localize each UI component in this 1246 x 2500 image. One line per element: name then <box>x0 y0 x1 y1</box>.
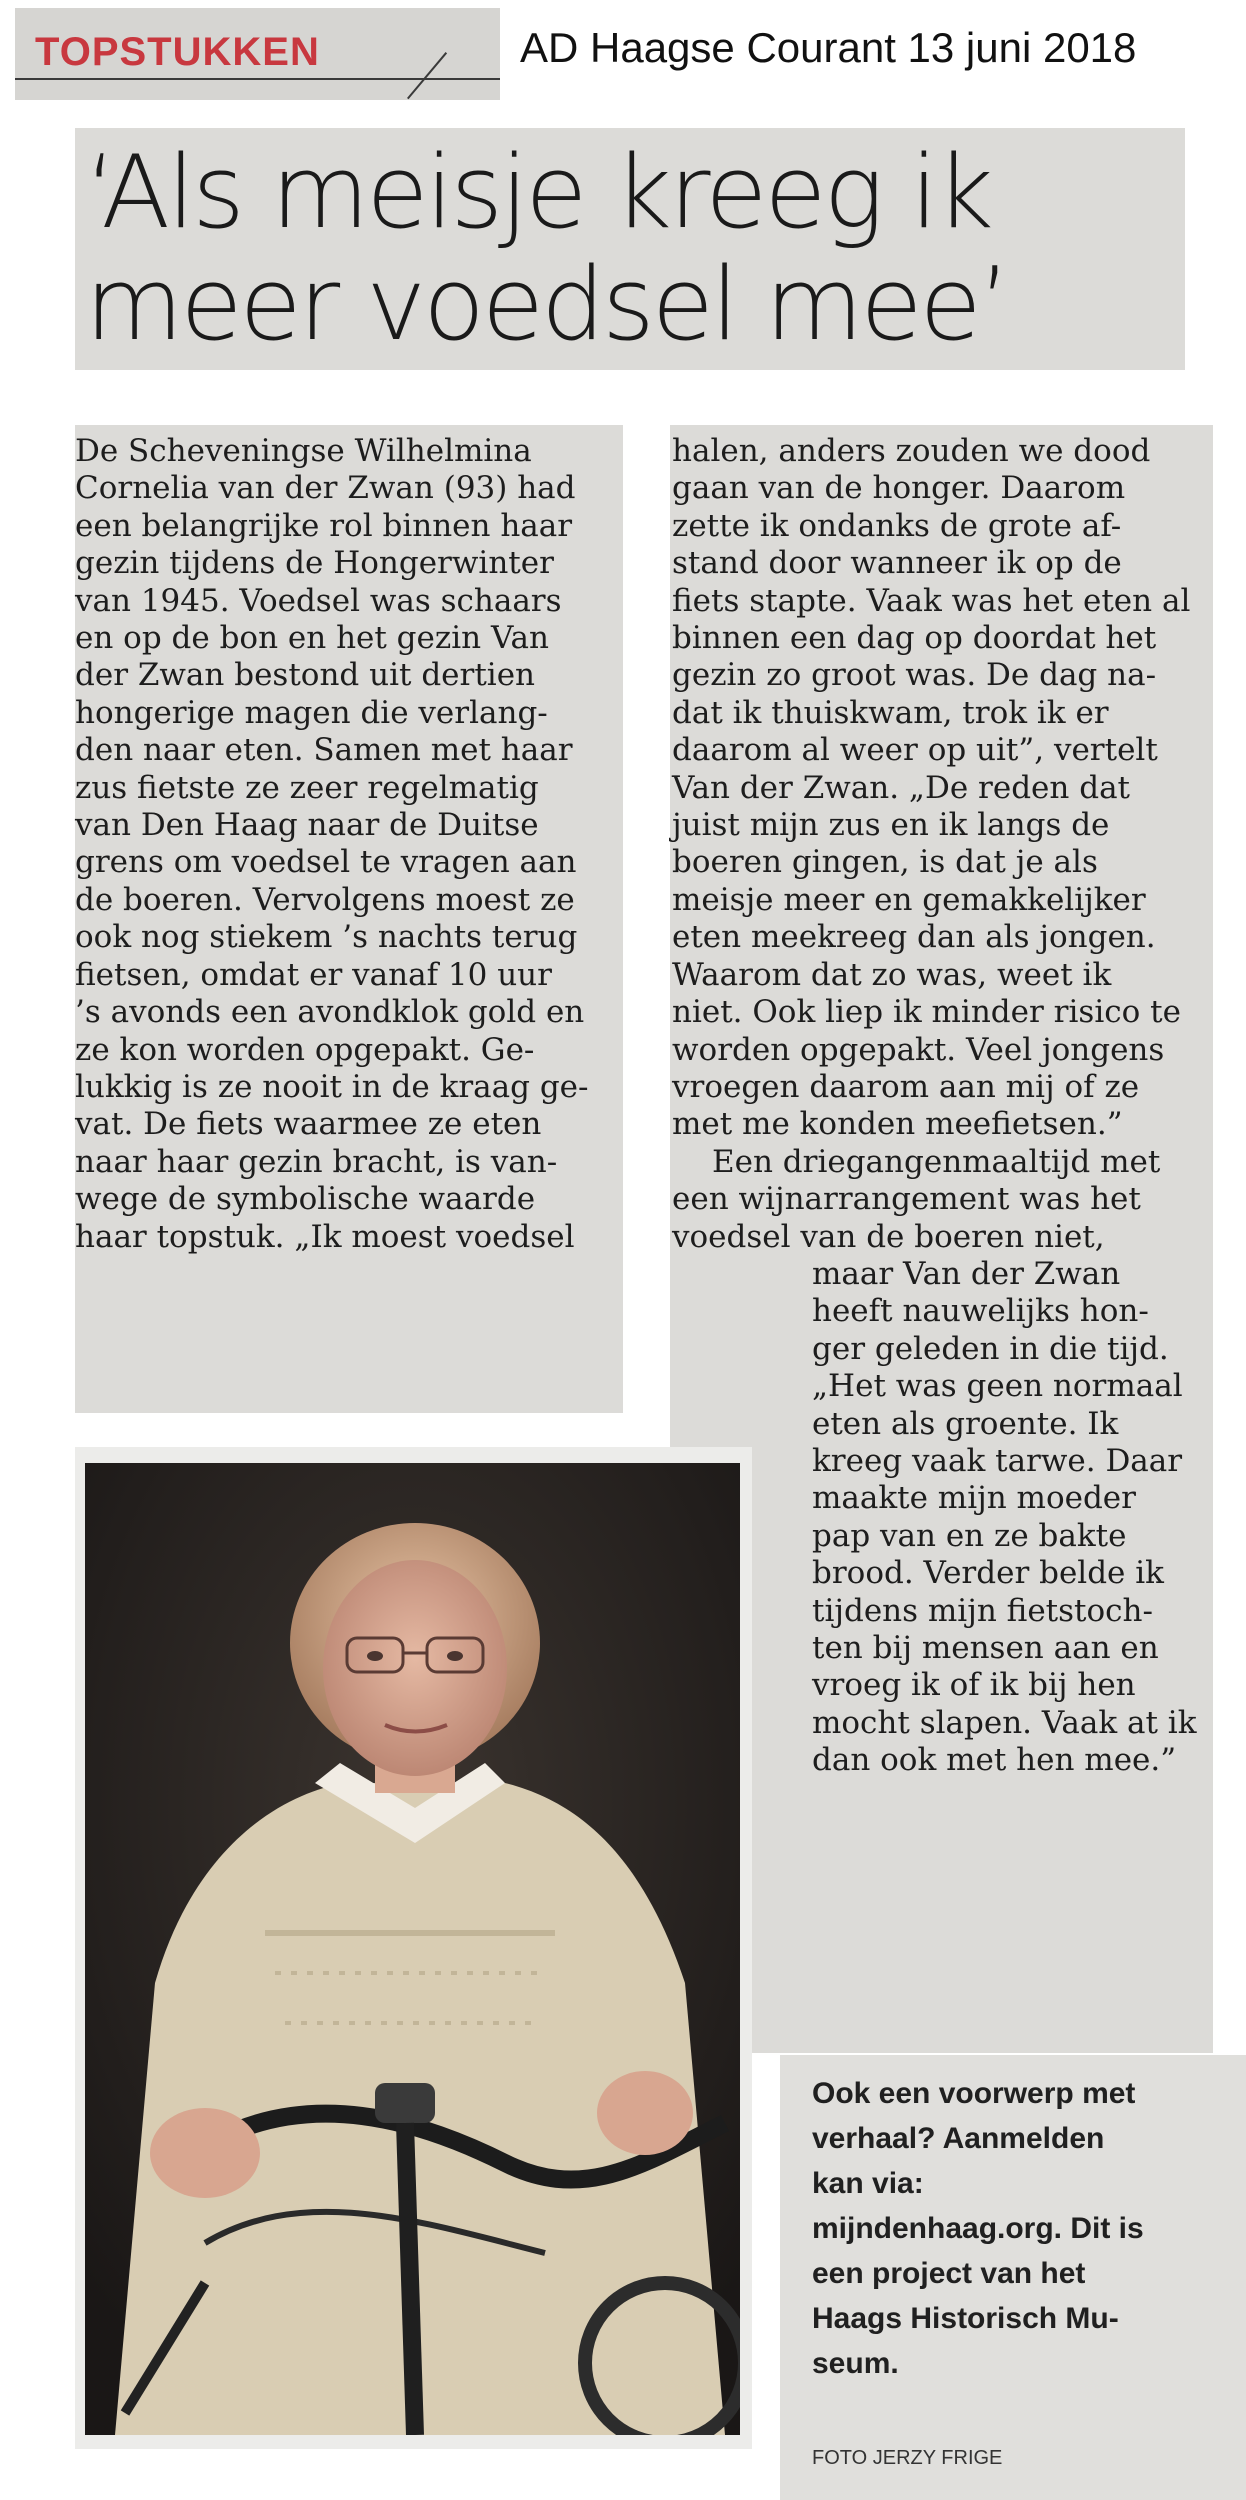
text-line: haar topstuk. „Ik moest voedsel <box>75 1218 575 1255</box>
text-line: niet. Ook liep ik minder risico te <box>672 994 1181 1031</box>
section-kicker <box>15 8 500 100</box>
text-line: Een driegangenmaaltijd met <box>712 1143 1161 1180</box>
text-line: ger geleden in die tijd. <box>812 1330 1169 1367</box>
text-line: juist mijn zus en ik langs de <box>672 807 1110 844</box>
text-line: van Den Haag naar de Duitse <box>75 807 539 844</box>
text-line: vat. De fiets waarmee ze eten <box>75 1106 542 1143</box>
text-line: vroegen daarom aan mij of ze <box>672 1068 1140 1105</box>
headline-block <box>75 128 1185 370</box>
text-line: gezin zo groot was. De dag na- <box>672 657 1157 694</box>
callout-text <box>780 2055 1246 2386</box>
text-line: stand door wanneer ik op de <box>672 545 1122 582</box>
callout-line: seum. <box>812 2347 899 2380</box>
text-line: voedsel van de boeren niet, <box>672 1218 1105 1255</box>
text-line: kreeg vaak tarwe. Daar <box>812 1442 1183 1479</box>
text-line: maakte mijn moeder <box>812 1480 1136 1517</box>
text-line: boeren gingen, is dat je als <box>672 844 1098 881</box>
portrait-photo <box>85 1463 740 2435</box>
text-line: ze kon worden opgepakt. Ge- <box>75 1031 535 1068</box>
text-line: maar Van der Zwan <box>812 1255 1121 1292</box>
text-line: meisje meer en gemakkelijker <box>672 881 1146 918</box>
text-line: grens om voedsel te vragen aan <box>75 844 577 881</box>
text-line: dat ik thuiskwam, trok ik er <box>672 694 1109 731</box>
kicker-label: TOPSTUKKEN <box>35 30 320 74</box>
text-line: een wijnarrangement was het <box>672 1181 1141 1218</box>
text-line: ten bij mensen aan en <box>812 1630 1159 1666</box>
text-line: worden opgepakt. Veel jongens <box>672 1031 1165 1068</box>
text-line: zus fietste ze zeer regelmatig <box>75 769 539 806</box>
text-line: vroeg ik of ik bij hen <box>812 1667 1136 1704</box>
text-line: heeft nauwelijks hon- <box>812 1293 1149 1330</box>
text-line: gaan van de honger. Daarom <box>672 470 1126 507</box>
text-line: brood. Verder belde ik <box>812 1555 1164 1592</box>
text-line: halen, anders zouden we dood <box>672 433 1151 469</box>
text-line: ook nog stiekem ’s nachts terug <box>75 919 578 956</box>
callout-box <box>780 2055 1246 2500</box>
text-line: gezin tijdens de Hongerwinter <box>75 545 554 582</box>
text-line: hongerige magen die verlang- <box>75 694 548 731</box>
callout-line: een project van het <box>812 2257 1086 2290</box>
callout-line: mijndenhaag.org. Dit is <box>812 2212 1144 2245</box>
text-line: ’s avonds een avondklok gold en <box>75 994 585 1031</box>
source-line: AD Haagse Courant 13 juni 2018 <box>520 24 1137 71</box>
text-line: van 1945. Voedsel was schaars <box>75 582 562 619</box>
text-line: fietsen, omdat er vanaf 10 uur <box>75 956 552 993</box>
callout-line: Ook een voorwerp met <box>812 2077 1136 2110</box>
text-line: naar haar gezin bracht, is van- <box>75 1143 558 1180</box>
text-line: daarom al weer op uit”, vertelt <box>672 732 1158 769</box>
text-line: eten meekreeg dan als jongen. <box>672 919 1156 956</box>
text-line: lukkig is ze nooit in de kraag ge- <box>75 1068 589 1105</box>
callout-line: verhaal? Aanmelden <box>812 2122 1105 2155</box>
portrait-illustration <box>85 1463 740 2435</box>
callout-line: kan via: <box>812 2167 924 2200</box>
text-line: pap van en ze bakte <box>812 1517 1127 1554</box>
photo-frame <box>75 1447 752 2449</box>
text-line: Cornelia van der Zwan (93) had <box>75 470 576 507</box>
text-line: een belangrijke rol binnen haar <box>75 507 573 544</box>
text-line: tijdens mijn fietstoch- <box>812 1592 1153 1629</box>
text-line: de boeren. Vervolgens moest ze <box>75 881 575 918</box>
kicker-rule <box>15 78 500 80</box>
article-column-1 <box>75 425 623 1413</box>
text-line: mocht slapen. Vaak at ik <box>812 1704 1197 1741</box>
text-line: Waarom dat zo was, weet ik <box>672 956 1112 993</box>
headline-line: ‘Als meisje kreeg ik <box>85 133 991 251</box>
text-line: fiets stapte. Vaak was het eten al <box>672 582 1191 619</box>
text-line: Van der Zwan. „De reden dat <box>672 769 1131 806</box>
callout-line: Haags Historisch Mu- <box>812 2302 1119 2335</box>
kicker-slash <box>407 52 447 99</box>
text-line: De Scheveningse Wilhelmina <box>75 433 532 469</box>
text-line: met me konden meefietsen.” <box>672 1106 1123 1143</box>
text-line: der Zwan bestond uit dertien <box>75 657 536 694</box>
text-line: eten als groente. Ik <box>812 1405 1119 1442</box>
text-line: binnen een dag op doordat het <box>672 620 1157 657</box>
text-line: en op de bon en het gezin Van <box>75 620 549 657</box>
text-line: dan ook met hen mee.” <box>812 1742 1177 1779</box>
photo-credit: FOTO JERZY FRIGE <box>812 2447 1003 2469</box>
headline <box>75 128 1185 363</box>
text-line: „Het was geen normaal <box>812 1368 1183 1405</box>
headline-line: meer voedsel mee’ <box>85 245 1008 363</box>
text-line: zette ik ondanks de grote af- <box>672 507 1122 544</box>
text-line: den naar eten. Samen met haar <box>75 732 573 769</box>
text-line: wege de symbolische waarde <box>75 1181 536 1218</box>
